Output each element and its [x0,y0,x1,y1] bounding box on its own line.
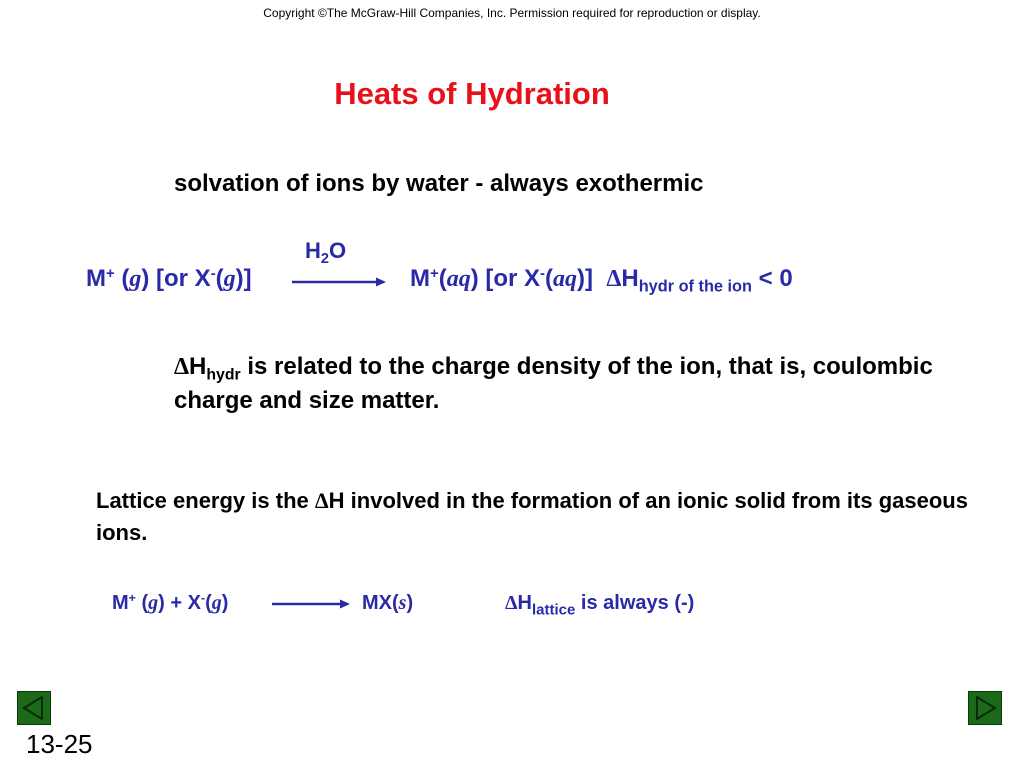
lattice-enthalpy-note: $\Delta H_{lattice}$ is always (-) [505,592,695,619]
equation1-products: M+(aq) [or X-(aq)] $\Delta H_{hydr of the ion} < 0$ [410,265,793,296]
equation1-reactants: M+ (g) [or X-(g)] [86,265,252,292]
slide-number: 13-25 [26,729,93,759]
reaction-arrow-1 [292,276,386,288]
slide-subtitle: solvation of ions by water - always exothermic [174,170,704,197]
previous-slide-button[interactable] [17,691,51,725]
triangle-left-icon [18,692,50,724]
equation2-product: MX(s) [362,592,414,614]
charge-density-paragraph: $\Delta H_{hydr}$ is related to the charge density of the ion, that is, coulombic charge and size matter. [174,353,933,414]
arrow-label-water: $H_2O$ [305,238,347,268]
slide-title: Heats of Hydration [334,76,610,111]
triangle-right-icon [969,692,1001,724]
reaction-arrow-2 [272,598,350,610]
next-slide-button[interactable] [968,691,1002,725]
equation2-reactants: M+ (g) + X-(g) [112,591,229,614]
lattice-energy-paragraph: Lattice energy is the ΔH involved in the formation of an ionic solid from its gaseous ions. [96,488,968,545]
copyright-notice: Copyright ©The McGraw-Hill Companies, Inc. Permission required for reproduction or display. [263,6,761,20]
